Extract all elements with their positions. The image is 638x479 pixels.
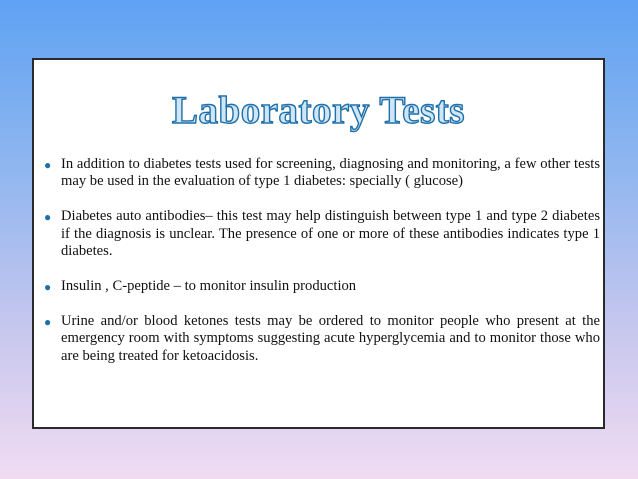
bullet-text: Diabetes auto antibodies– this test may help distinguish between type 1 and type 2 diabetes if the diagnosis is unclear. The presence of one or more of these antibodies indicates type 1 diabetes. — [61, 208, 600, 259]
bullet-text: Insulin , C-peptide – to monitor insulin production — [61, 278, 357, 295]
bullet-dot-icon: ● — [44, 158, 52, 172]
list-item — [44, 156, 600, 190]
list-item — [44, 208, 600, 260]
bullet-dot-icon: ● — [44, 280, 52, 295]
bullet-text: In addition to diabetes tests used for screening, diagnosing and monitoring, a few other tests may be used in the evaluation of type 1 diabetes: specially ( glucose) — [61, 156, 600, 190]
list-item — [44, 313, 600, 365]
bullet-dot-icon: ● — [44, 315, 52, 330]
bullet-dot-icon: ● — [44, 210, 52, 225]
bullet-list — [44, 156, 600, 383]
slide-title: Laboratory Tests — [172, 89, 465, 132]
bullet-text: Urine and/or blood ketones tests may be ordered to monitor people who present at the emergency room with symptoms suggesting acute hyperglycemia and to monitor those who are being treated for ketoacidosis. — [61, 313, 600, 364]
content-panel — [32, 58, 605, 429]
list-item — [44, 278, 600, 295]
